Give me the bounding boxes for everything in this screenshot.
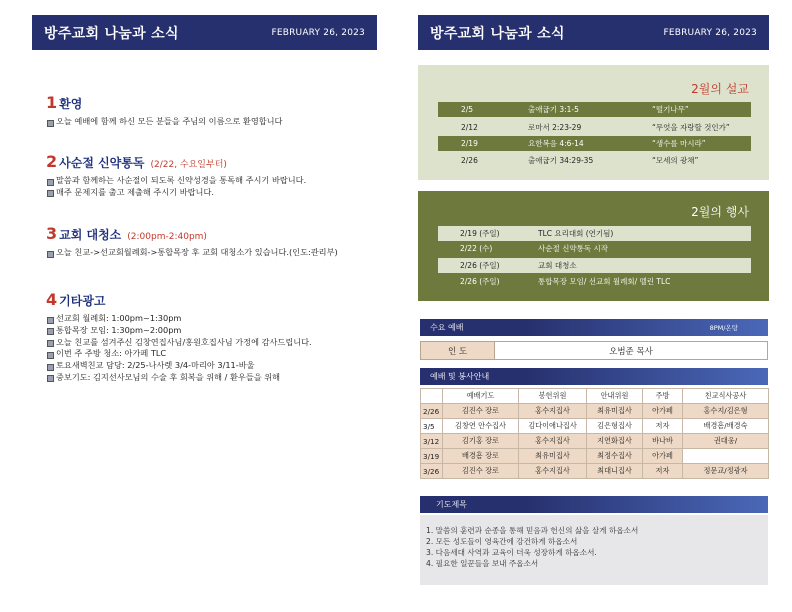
sermon-row (438, 102, 751, 117)
events-schedule (418, 191, 769, 301)
table-cell: 홍수지집사 (519, 464, 587, 479)
wednesday-time: 8PM/온탕 (709, 324, 738, 332)
column-header: 친교식사공사 (683, 389, 769, 404)
table-row (421, 434, 769, 449)
section-announcements (46, 290, 376, 384)
event-desc: TLC 요리대회 (연기됨) (538, 229, 614, 238)
bullet-item: 말씀과 함께하는 사순절이 되도록 신약성경을 통독해 주시기 바랍니다. (46, 175, 376, 187)
sermon-date: 2/5 (461, 105, 474, 114)
table-cell: 저자 (643, 419, 683, 434)
section-title: 사순절 신약통독 (59, 156, 145, 170)
section-welcome (46, 93, 376, 128)
table-cell: 2/26 (421, 404, 443, 419)
duty-header-row (421, 389, 769, 404)
header-date: FEBRUARY 26, 2023 (663, 27, 757, 38)
sermon-theme: “생수를 마시라” (652, 139, 706, 148)
sermon-date: 2/19 (461, 139, 478, 148)
prayer-bar (420, 496, 768, 513)
wednesday-worship-bar (420, 319, 768, 336)
column-header: 봉헌위원 (519, 389, 587, 404)
event-row (438, 258, 751, 273)
table-cell: 최유미집사 (587, 404, 643, 419)
section-title: 기타광고 (59, 294, 106, 308)
wednesday-label: 수요 예배 (430, 323, 464, 332)
table-cell: 권대웅/ (683, 434, 769, 449)
leader-label: 인 도 (420, 341, 495, 360)
prayer-list (420, 515, 768, 585)
bullet-item: 통합목장 모임: 1:30pm~2:00pm (46, 325, 376, 337)
event-row (438, 241, 751, 256)
event-row (438, 226, 751, 241)
bullet-item: 오늘 예배에 함께 하신 모든 분들을 주님의 이름으로 환영합니다 (46, 116, 376, 128)
sermon-date: 2/12 (461, 123, 478, 132)
event-date: 2/19 (주일) (460, 229, 500, 238)
event-date: 2/26 (주일) (460, 277, 500, 286)
table-cell: 아가페 (643, 449, 683, 464)
header-date: FEBRUARY 26, 2023 (271, 27, 365, 38)
event-desc: 통합목장 모임/ 선교회 월례회/ 멜린 TLC (538, 277, 671, 286)
table-cell: 김창연 안수집사 (443, 419, 519, 434)
column-header: 예배기도 (443, 389, 519, 404)
bullet-item: 토요새벽친교 담당: 2/25-나사렛 3/4-마리아 3/11-바울 (46, 360, 376, 372)
section-subtitle: (2/22, 수요일부터) (150, 160, 227, 170)
table-cell: 배경흠 장로 (443, 449, 519, 464)
events-title: 2월의 행사 (691, 205, 749, 219)
table-cell: 김진수 장로 (443, 464, 519, 479)
table-row (421, 464, 769, 479)
header-title: 방주교회 나눔과 소식 (44, 25, 179, 42)
table-cell: 최정수집사 (587, 449, 643, 464)
section-subtitle: (2:00pm-2:40pm) (127, 232, 207, 242)
bullet-item: 중보기도: 김지선사모님의 수술 후 회복을 위해 / 환우들을 위해 (46, 372, 376, 384)
table-cell: 저자 (643, 464, 683, 479)
sermon-schedule (418, 65, 769, 180)
event-row (438, 274, 751, 289)
table-cell: 아가페 (643, 404, 683, 419)
table-cell: 홍수지집사 (519, 434, 587, 449)
sermon-scripture: 요한복음 4:6-14 (528, 139, 584, 148)
table-row (421, 449, 769, 464)
section-number: 2 (46, 152, 58, 171)
table-row (421, 419, 769, 434)
event-date: 2/26 (주일) (460, 261, 500, 270)
header-left (32, 15, 377, 50)
prayer-item: 2. 모든 성도들이 영육간에 강건하게 하옵소서 (426, 537, 578, 546)
sermon-theme: “무엇을 자랑할 것인가” (652, 123, 730, 132)
table-cell: 홍수지집사 (519, 404, 587, 419)
section-number: 4 (46, 290, 58, 309)
prayer-label: 기도제목 (436, 500, 467, 509)
sermon-row (438, 153, 751, 168)
sermon-scripture: 로마서 2:23-29 (528, 123, 582, 132)
header-right (418, 15, 769, 50)
event-desc: 사순절 신약통독 시작 (538, 244, 608, 253)
section-number: 1 (46, 93, 58, 112)
bullet-item: 오늘 친교를 섬겨주신 김창연집사님/홍원호집사님 가정에 감사드립니다. (46, 337, 376, 349)
table-cell: 3/19 (421, 449, 443, 464)
sermon-scripture: 출애굽기 3:1-5 (528, 105, 579, 114)
bullet-item: 이번 주 주방 청소: 아가페 TLC (46, 348, 376, 360)
table-cell: 배경흠/배경숙 (683, 419, 769, 434)
section-cleaning (46, 224, 376, 259)
prayer-item: 4. 필요한 일꾼들을 보내 주옵소서 (426, 559, 539, 568)
prayer-item: 1. 말씀의 훈련과 순종을 통해 믿음과 헌신의 삶을 살게 하옵소서 (426, 526, 639, 535)
table-cell: 최유미집사 (519, 449, 587, 464)
table-cell (683, 449, 769, 464)
table-cell: 3/5 (421, 419, 443, 434)
column-header: 안내위원 (587, 389, 643, 404)
bullet-item: 매주 문제지를 출고 제출해 주시기 바랍니다. (46, 187, 376, 199)
table-cell: 김진수 장로 (443, 404, 519, 419)
table-cell: 최대니집사 (587, 464, 643, 479)
sermon-row (438, 120, 751, 135)
table-cell: 바나바 (643, 434, 683, 449)
wednesday-leader-table (420, 341, 768, 360)
sermon-scripture: 출애굽기 34:29-35 (528, 156, 594, 165)
duty-table (420, 388, 769, 479)
table-cell: 3/26 (421, 464, 443, 479)
sermon-title: 2월의 설교 (691, 82, 749, 96)
section-title: 교회 대청소 (59, 228, 122, 242)
prayer-item: 3. 다음세대 사역과 교육이 더욱 성장하게 하옵소서. (426, 548, 597, 557)
table-cell: 김다이애나집사 (519, 419, 587, 434)
table-cell: 지연화집사 (587, 434, 643, 449)
column-header (421, 389, 443, 404)
table-row (421, 404, 769, 419)
table-cell: 3/12 (421, 434, 443, 449)
bullet-item: 오늘 친교->선교회월례회->통합목장 후 교회 대청소가 있습니다.(인도:관리부) (46, 247, 376, 259)
sermon-theme: “떨기나무” (652, 105, 689, 114)
section-number: 3 (46, 224, 58, 243)
table-cell: 홍수지/김은형 (683, 404, 769, 419)
table-cell: 김은형집사 (587, 419, 643, 434)
duty-label: 예배 및 봉사안내 (430, 372, 490, 381)
sermon-theme: “모세의 광채” (652, 156, 699, 165)
table-cell: 정문교/정광자 (683, 464, 769, 479)
column-header: 주방 (643, 389, 683, 404)
event-desc: 교회 대청소 (538, 261, 577, 270)
header-title: 방주교회 나눔과 소식 (430, 25, 565, 42)
event-date: 2/22 (수) (460, 244, 493, 253)
section-lent-reading (46, 152, 376, 199)
duty-bar (420, 368, 768, 385)
section-title: 환영 (59, 97, 83, 111)
bullet-item: 선교회 월례회: 1:00pm~1:30pm (46, 313, 376, 325)
leader-name: 오범준 목사 (495, 341, 768, 360)
table-cell: 김기홍 장로 (443, 434, 519, 449)
sermon-date: 2/26 (461, 156, 478, 165)
sermon-row (438, 136, 751, 151)
